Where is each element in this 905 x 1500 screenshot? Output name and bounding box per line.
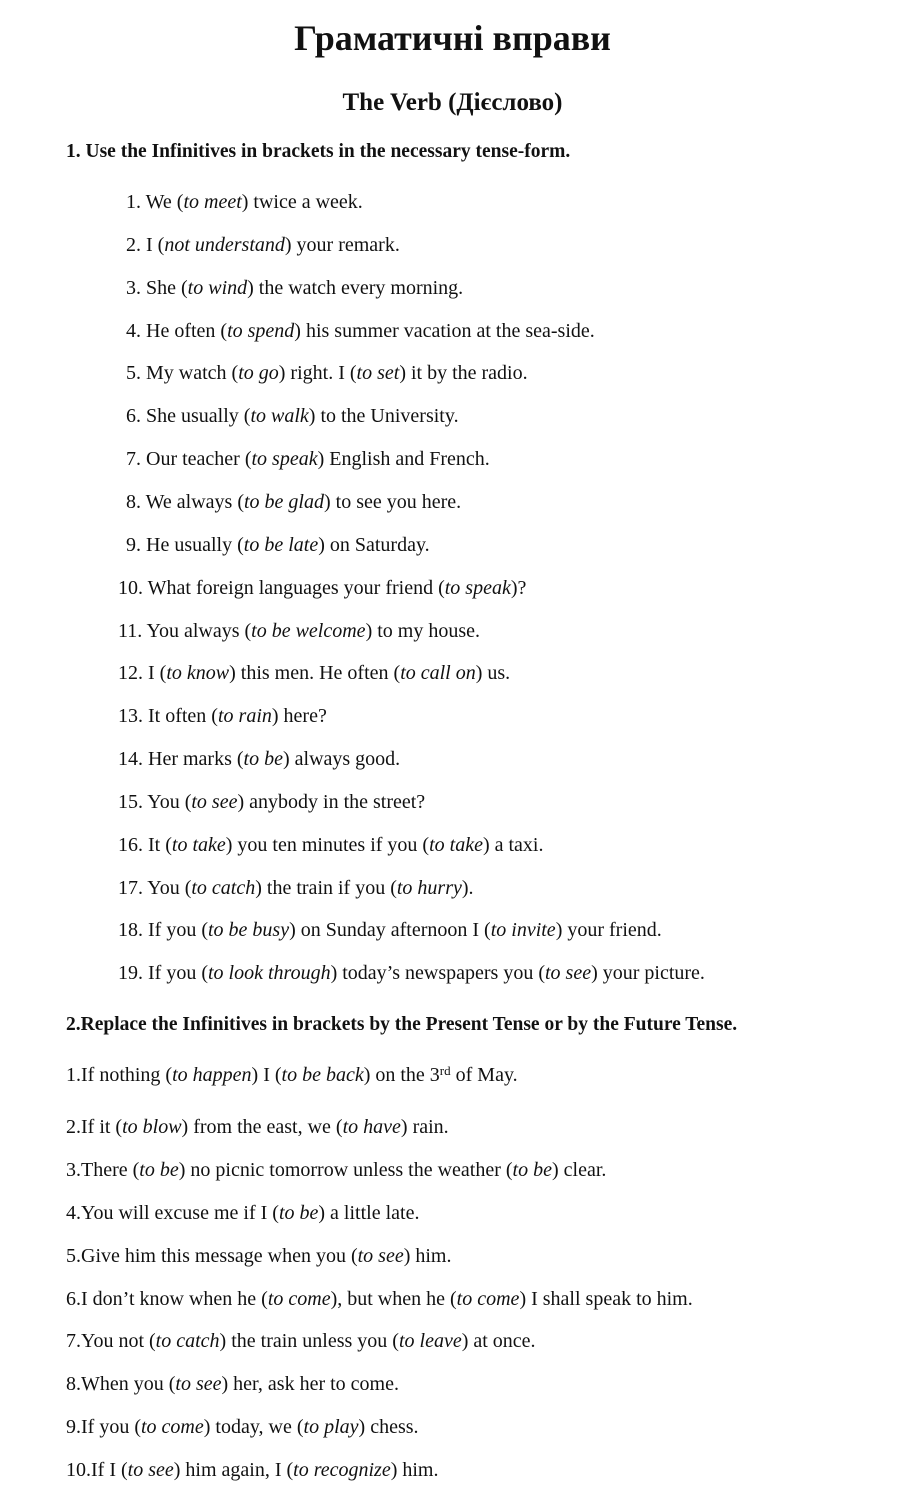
item-number: 1.: [126, 191, 146, 213]
infinitive: to be: [243, 748, 283, 770]
infinitive: to go: [238, 362, 279, 384]
infinitive: to invite: [490, 919, 556, 941]
sentence-text: If nothing (: [81, 1064, 173, 1086]
infinitive: to see: [175, 1373, 222, 1395]
sentence-text: It often (: [148, 705, 218, 727]
sentence-text: ) this men. He often (: [229, 662, 401, 684]
item-number: 13.: [118, 705, 148, 727]
sentence-text: Her marks (: [148, 748, 244, 770]
infinitive: to catch: [155, 1330, 220, 1352]
item-number: 12.: [118, 662, 148, 684]
list-item: [126, 232, 400, 258]
sentence-text: What foreign languages your friend (: [147, 577, 445, 599]
page-title: Граматичні вправи: [294, 18, 611, 58]
item-number: 2.: [66, 1116, 81, 1138]
sentence-text: ) his summer vacation at the sea-side.: [294, 320, 595, 342]
sentence-text: ) here?: [271, 705, 327, 727]
infinitive: to wind: [187, 277, 248, 299]
sentence-text: ) to my house.: [365, 620, 480, 642]
list-item: [118, 746, 400, 772]
infinitive: not understand: [164, 234, 285, 256]
list-item: [118, 660, 510, 686]
infinitive: to have: [342, 1116, 401, 1138]
list-item: [118, 832, 543, 858]
sentence-text: ) clear.: [551, 1159, 607, 1181]
item-number: 5.: [66, 1245, 81, 1267]
sentence-text: ) a little late.: [318, 1202, 420, 1224]
list-item: [66, 1286, 693, 1312]
list-item: [66, 1414, 419, 1440]
sentence-text: ) I shall speak to him.: [519, 1288, 693, 1310]
infinitive: to see: [357, 1245, 404, 1267]
infinitive: to blow: [122, 1116, 182, 1138]
list-item: [126, 532, 430, 558]
sentence-text: ) today, we (: [203, 1416, 304, 1438]
item-number: 6.: [66, 1288, 81, 1310]
sentence-text: ) rain.: [400, 1116, 449, 1138]
sentence-text: ), but when he (: [330, 1288, 457, 1310]
sentence-text: of May.: [450, 1064, 518, 1086]
list-item: [66, 1114, 449, 1140]
sentence-text: ) him.: [403, 1245, 452, 1267]
sentence-text: You (: [147, 791, 192, 813]
item-number: 10.: [66, 1459, 91, 1481]
exercise-2-heading: 2.Replace the Infinitives in brackets by the Present Tense or by the Future Tense.: [66, 1014, 738, 1035]
infinitive: to speak: [251, 448, 318, 470]
item-number: 7.: [66, 1330, 81, 1352]
sentence-text: There (: [81, 1159, 140, 1181]
infinitive: to come: [267, 1288, 331, 1310]
sentence-text: ) no picnic tomorrow unless the weather (: [178, 1159, 513, 1181]
item-number: 16.: [118, 834, 148, 856]
sentence-text: ) English and French.: [317, 448, 490, 470]
sentence-text: You will excuse me if I (: [81, 1202, 279, 1224]
sentence-text: ) at once.: [461, 1330, 536, 1352]
item-number: 14.: [118, 748, 148, 770]
infinitive: to meet: [183, 191, 242, 213]
item-number: 4.: [126, 320, 146, 342]
infinitive: to call on: [400, 662, 476, 684]
sentence-text: If you (: [148, 919, 208, 941]
infinitive: to be late: [243, 534, 319, 556]
sentence-text: We always (: [145, 491, 244, 513]
list-item: [66, 1157, 606, 1183]
sentence-text: ) to see you here.: [324, 491, 462, 513]
sentence-text: ) your picture.: [591, 962, 705, 984]
infinitive: to spend: [227, 320, 295, 342]
infinitive: to be back: [281, 1064, 364, 1086]
infinitive: to be: [139, 1159, 179, 1181]
sentence-text: If it (: [81, 1116, 123, 1138]
sentence-text: He usually (: [146, 534, 244, 556]
list-item: [126, 189, 363, 215]
sentence-text: You not (: [81, 1330, 156, 1352]
infinitive: to come: [456, 1288, 520, 1310]
infinitive: to be welcome: [251, 620, 366, 642]
sentence-text: ) a taxi.: [482, 834, 544, 856]
list-item: [66, 1371, 399, 1397]
sentence-text: You (: [147, 877, 192, 899]
sentence-text: ) anybody in the street?: [237, 791, 426, 813]
sentence-text: It (: [148, 834, 172, 856]
list-item: [118, 575, 526, 601]
item-number: 4.: [66, 1202, 81, 1224]
sentence-text: She (: [146, 277, 188, 299]
infinitive: to look through: [207, 962, 331, 984]
sentence-text: ) him.: [390, 1459, 439, 1481]
item-number: 6.: [126, 405, 146, 427]
infinitive: to see: [127, 1459, 174, 1481]
list-item: [118, 960, 705, 986]
sentence-text: ) us.: [475, 662, 511, 684]
sentence-text: I (: [148, 662, 167, 684]
item-number: 9.: [126, 534, 146, 556]
infinitive: to walk: [250, 405, 309, 427]
item-number: 9.: [66, 1416, 81, 1438]
infinitive: to know: [166, 662, 230, 684]
sentence-text: ) today’s newspapers you (: [330, 962, 545, 984]
infinitive: to take: [171, 834, 226, 856]
superscript: rd: [439, 1063, 451, 1078]
item-number: 3.: [66, 1159, 81, 1181]
sentence-text: We (: [145, 191, 184, 213]
sentence-text: ).: [461, 877, 474, 899]
infinitive: to be: [278, 1202, 319, 1224]
item-number: 18.: [118, 919, 148, 941]
list-item: [118, 875, 474, 901]
list-item: [126, 275, 463, 301]
sentence-text: ) right. I (: [278, 362, 357, 384]
sentence-text: You always (: [146, 620, 252, 642]
sentence-text: Our teacher (: [146, 448, 252, 470]
sentence-text: ) to the University.: [308, 405, 459, 427]
item-number: 2.: [126, 234, 146, 256]
list-item: [66, 1328, 536, 1354]
sentence-text: Give him this message when you (: [81, 1245, 358, 1267]
sentence-text: ) chess.: [358, 1416, 419, 1438]
infinitive: to see: [191, 791, 238, 813]
infinitive: to be busy: [207, 919, 290, 941]
sentence-text: ) on the 3: [363, 1064, 440, 1086]
infinitive: to see: [544, 962, 592, 984]
sentence-text: He often (: [146, 320, 228, 342]
list-item: [118, 789, 425, 815]
list-item: [66, 1243, 452, 1269]
infinitive: to be: [512, 1159, 552, 1181]
infinitive: to rain: [217, 705, 272, 727]
item-number: 17.: [118, 877, 148, 899]
item-number: 19.: [118, 962, 148, 984]
infinitive: to play: [303, 1416, 359, 1438]
item-number: 11.: [118, 620, 147, 642]
sentence-text: She usually (: [146, 405, 251, 427]
sentence-text: If you (: [148, 962, 208, 984]
sentence-text: I don’t know when he (: [81, 1288, 268, 1310]
sentence-text: If you (: [81, 1416, 141, 1438]
sentence-text: I (: [146, 234, 165, 256]
sentence-text: ) I (: [251, 1064, 282, 1086]
infinitive: to recognize: [293, 1459, 391, 1481]
sentence-text: ) your remark.: [284, 234, 400, 256]
infinitive: to hurry: [396, 877, 462, 899]
infinitive: to happen: [172, 1064, 252, 1086]
sentence-text: ) the train if you (: [255, 877, 397, 899]
list-item: [118, 618, 480, 644]
item-number: 8.: [126, 491, 146, 513]
item-number: 8.: [66, 1373, 81, 1395]
item-number: 7.: [126, 448, 146, 470]
list-item: [118, 703, 327, 729]
sentence-text: ) always good.: [282, 748, 401, 770]
sentence-text: ) him again, I (: [173, 1459, 294, 1481]
sentence-text: ) it by the radio.: [399, 362, 528, 384]
infinitive: to set: [356, 362, 400, 384]
infinitive: to take: [429, 834, 483, 856]
sentence-text: ) from the east, we (: [181, 1116, 343, 1138]
item-number: 15.: [118, 791, 148, 813]
list-item: [126, 489, 461, 515]
item-number: 1.: [66, 1064, 81, 1086]
infinitive: to speak: [444, 577, 511, 599]
item-number: 10.: [118, 577, 148, 599]
sentence-text: )?: [510, 577, 527, 599]
sentence-text: ) your friend.: [555, 919, 662, 941]
infinitive: to be glad: [244, 491, 324, 513]
infinitive: to leave: [398, 1330, 462, 1352]
list-item: [126, 446, 490, 472]
infinitive: to come: [140, 1416, 204, 1438]
infinitive: to catch: [191, 877, 256, 899]
sentence-text: ) on Sunday afternoon I (: [289, 919, 491, 941]
list-item: [66, 1457, 439, 1483]
sentence-text: If I (: [91, 1459, 128, 1481]
list-item: [118, 917, 662, 943]
exercise-1-heading: 1. Use the Infinitives in brackets in the necessary tense-form.: [66, 141, 571, 162]
sentence-text: ) her, ask her to come.: [221, 1373, 399, 1395]
sentence-text: ) twice a week.: [241, 191, 363, 213]
sentence-text: ) the watch every morning.: [247, 277, 464, 299]
sentence-text: When you (: [81, 1373, 176, 1395]
list-item: [126, 318, 595, 344]
list-item: [126, 403, 459, 429]
page-subtitle: The Verb (Дієслово): [342, 89, 563, 116]
list-item: [126, 360, 528, 386]
sentence-text: ) the train unless you (: [219, 1330, 399, 1352]
list-item: [66, 1200, 419, 1226]
item-number: 5.: [126, 362, 146, 384]
item-number: 3.: [126, 277, 146, 299]
sentence-text: My watch (: [146, 362, 239, 384]
sentence-text: ) on Saturday.: [318, 534, 430, 556]
list-item: [66, 1062, 518, 1088]
sentence-text: ) you ten minutes if you (: [225, 834, 430, 856]
